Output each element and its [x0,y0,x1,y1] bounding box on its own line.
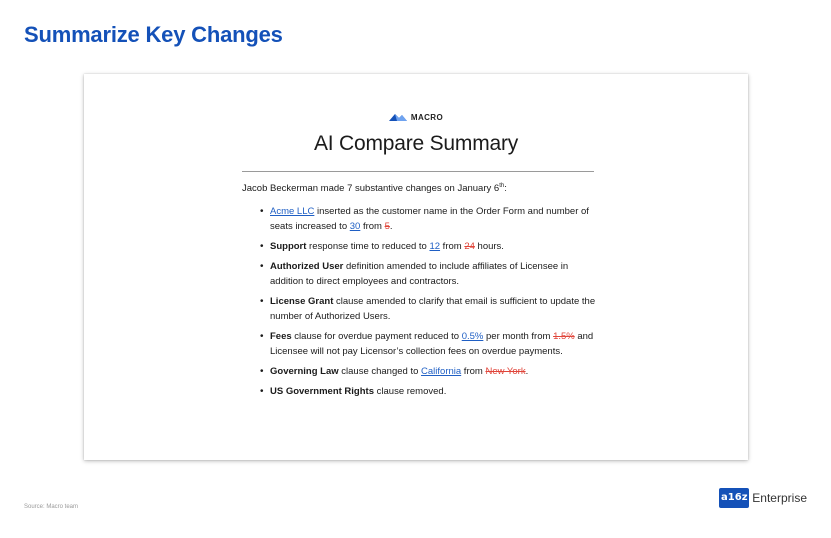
mountain-icon [389,112,407,123]
change-item: • Authorized User definition amended to include affiliates of Licensee in addition to direct employees and contractors. [260,261,569,287]
source-note: Source: Macro team [24,504,79,510]
change-label: Support [270,241,307,252]
inserted-value: Acme LLC [270,206,315,217]
bullet-icon: • [260,386,264,397]
inserted-value: 30 [349,221,361,232]
change-item: • Support response time to reduced to 12 from 24 hours. [260,241,504,252]
bullet-icon: • [260,296,264,307]
change-item: • US Government Rights clause removed. [260,386,447,397]
compare-summary-card [84,74,748,460]
bullet-icon: • [260,206,264,217]
bullet-icon: • [260,241,264,252]
bullet-icon: • [260,331,264,342]
card-title: AI Compare Summary [313,132,519,155]
brand-name: MACRO [410,113,444,122]
a16z-logo-mark: a16z [719,488,749,508]
deleted-value: 24 [464,241,475,252]
deleted-value: 1.5% [553,331,575,342]
change-label: Authorized User [270,261,344,272]
change-item: • License Grant clause amended to clarify that email is sufficient to update the number of Authorized Users. [260,296,596,322]
inserted-value: 0.5% [461,331,484,342]
change-item: • Governing Law clause changed to California from New York. [260,366,529,377]
change-label: Fees [270,331,292,342]
intro-text: Jacob Beckerman made 7 substantive changes on January 6th: [242,182,507,194]
a16z-enterprise-logo [719,488,807,508]
page-title: Summarize Key Changes [24,22,283,47]
bullet-icon: • [260,366,264,377]
divider [242,171,594,172]
change-label: License Grant [270,296,334,307]
change-item: • Acme LLC inserted as the customer name in the Order Form and number of seats increased to 30 from 5. [260,206,589,232]
inserted-value: California [421,366,462,377]
change-label: US Government Rights [270,386,374,397]
changes-list [260,204,596,404]
inserted-value: 12 [429,241,441,252]
logo-text: Enterprise [752,491,807,505]
brand [84,112,748,123]
change-label: Governing Law [270,366,339,377]
bullet-icon: • [260,261,264,272]
change-item: • Fees clause for overdue payment reduced to 0.5% per month from 1.5% and Licensee will not pay Licensor’s collection fees on overdue payments. [260,331,594,357]
deleted-value: New York [485,366,526,377]
deleted-value: 5 [384,221,390,232]
